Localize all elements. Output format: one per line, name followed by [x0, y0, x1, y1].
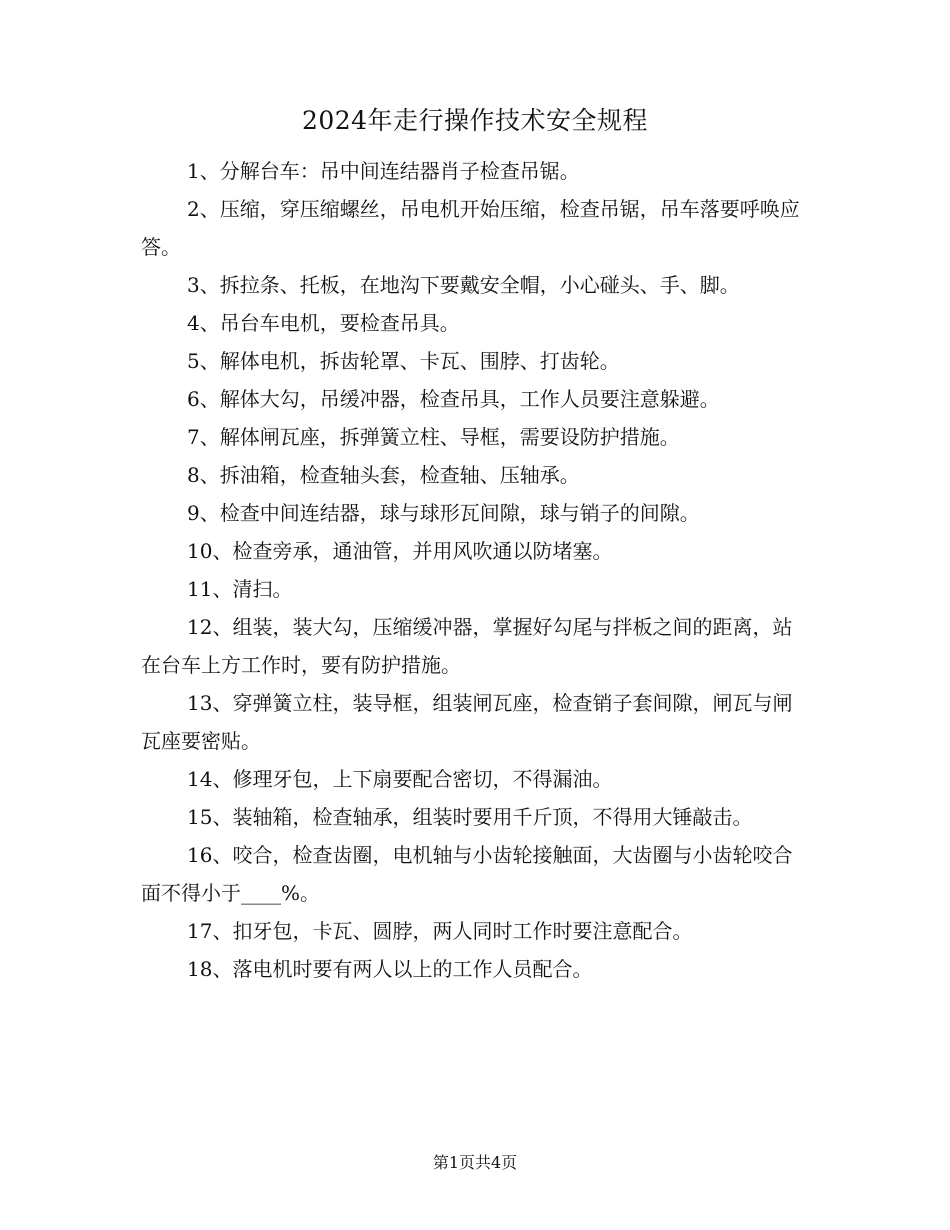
rule-paragraph-14: 14、修理牙包，上下扇要配合密切，不得漏油。: [187, 767, 613, 791]
rule-paragraph-12: 12、组装，装大勾，压缩缓冲器，掌握好勾尾与拌板之间的距离，站在台车上方工作时，要有防护措施。: [141, 615, 793, 677]
rule-paragraph-7: 7、解体闸瓦座，拆弹簧立柱、导框，需要设防护措施。: [187, 425, 680, 449]
document-title: 2024年走行操作技术安全规程: [301, 106, 649, 135]
rule-paragraph-1: 1、分解台车：吊中间连结器肖子检查吊锯。: [187, 159, 580, 183]
rule-paragraph-18: 18、落电机时要有两人以上的工作人员配合。: [187, 957, 593, 981]
rule-paragraph-17: 17、扣牙包，卡瓦、圆脖，两人同时工作时要注意配合。: [187, 919, 693, 943]
page-number-footer: 第1页共4页: [432, 1153, 518, 1172]
rule-paragraph-10: 10、检查旁承，通油管，并用风吹通以防堵塞。: [187, 539, 613, 563]
rule-paragraph-15: 15、装轴箱，检查轴承，组装时要用千斤顶，不得用大锤敲击。: [187, 805, 753, 829]
rule-paragraph-4: 4、吊台车电机，要检查吊具。: [187, 311, 460, 335]
rule-paragraph-6: 6、解体大勾，吊缓冲器，检查吊具，工作人员要注意躲避。: [187, 387, 720, 411]
document-body: [141, 152, 811, 988]
rule-paragraph-13: 13、穿弹簧立柱，装导框，组装闸瓦座，检查销子套间隙，闸瓦与闸瓦座要密贴。: [141, 691, 793, 753]
rule-paragraph-3: 3、拆拉条、托板，在地沟下要戴安全帽，小心碰头、手、脚。: [187, 273, 740, 297]
rule-paragraph-5: 5、解体电机，拆齿轮罩、卡瓦、围脖、打齿轮。: [187, 349, 620, 373]
rule-paragraph-9: 9、检查中间连结器，球与球形瓦间隙，球与销子的间隙。: [187, 501, 700, 525]
rule-paragraph-16: 16、咬合，检查齿圈，电机轴与小齿轮接触面，大齿圈与小齿轮咬合面不得小于____%。: [141, 843, 793, 905]
rule-paragraph-8: 8、拆油箱，检查轴头套，检查轴、压轴承。: [187, 463, 580, 487]
rule-paragraph-11: 11、清扫。: [187, 577, 293, 601]
rule-paragraph-2: 2、压缩，穿压缩螺丝，吊电机开始压缩，检查吊锯，吊车落要呼唤应答。: [141, 197, 800, 259]
